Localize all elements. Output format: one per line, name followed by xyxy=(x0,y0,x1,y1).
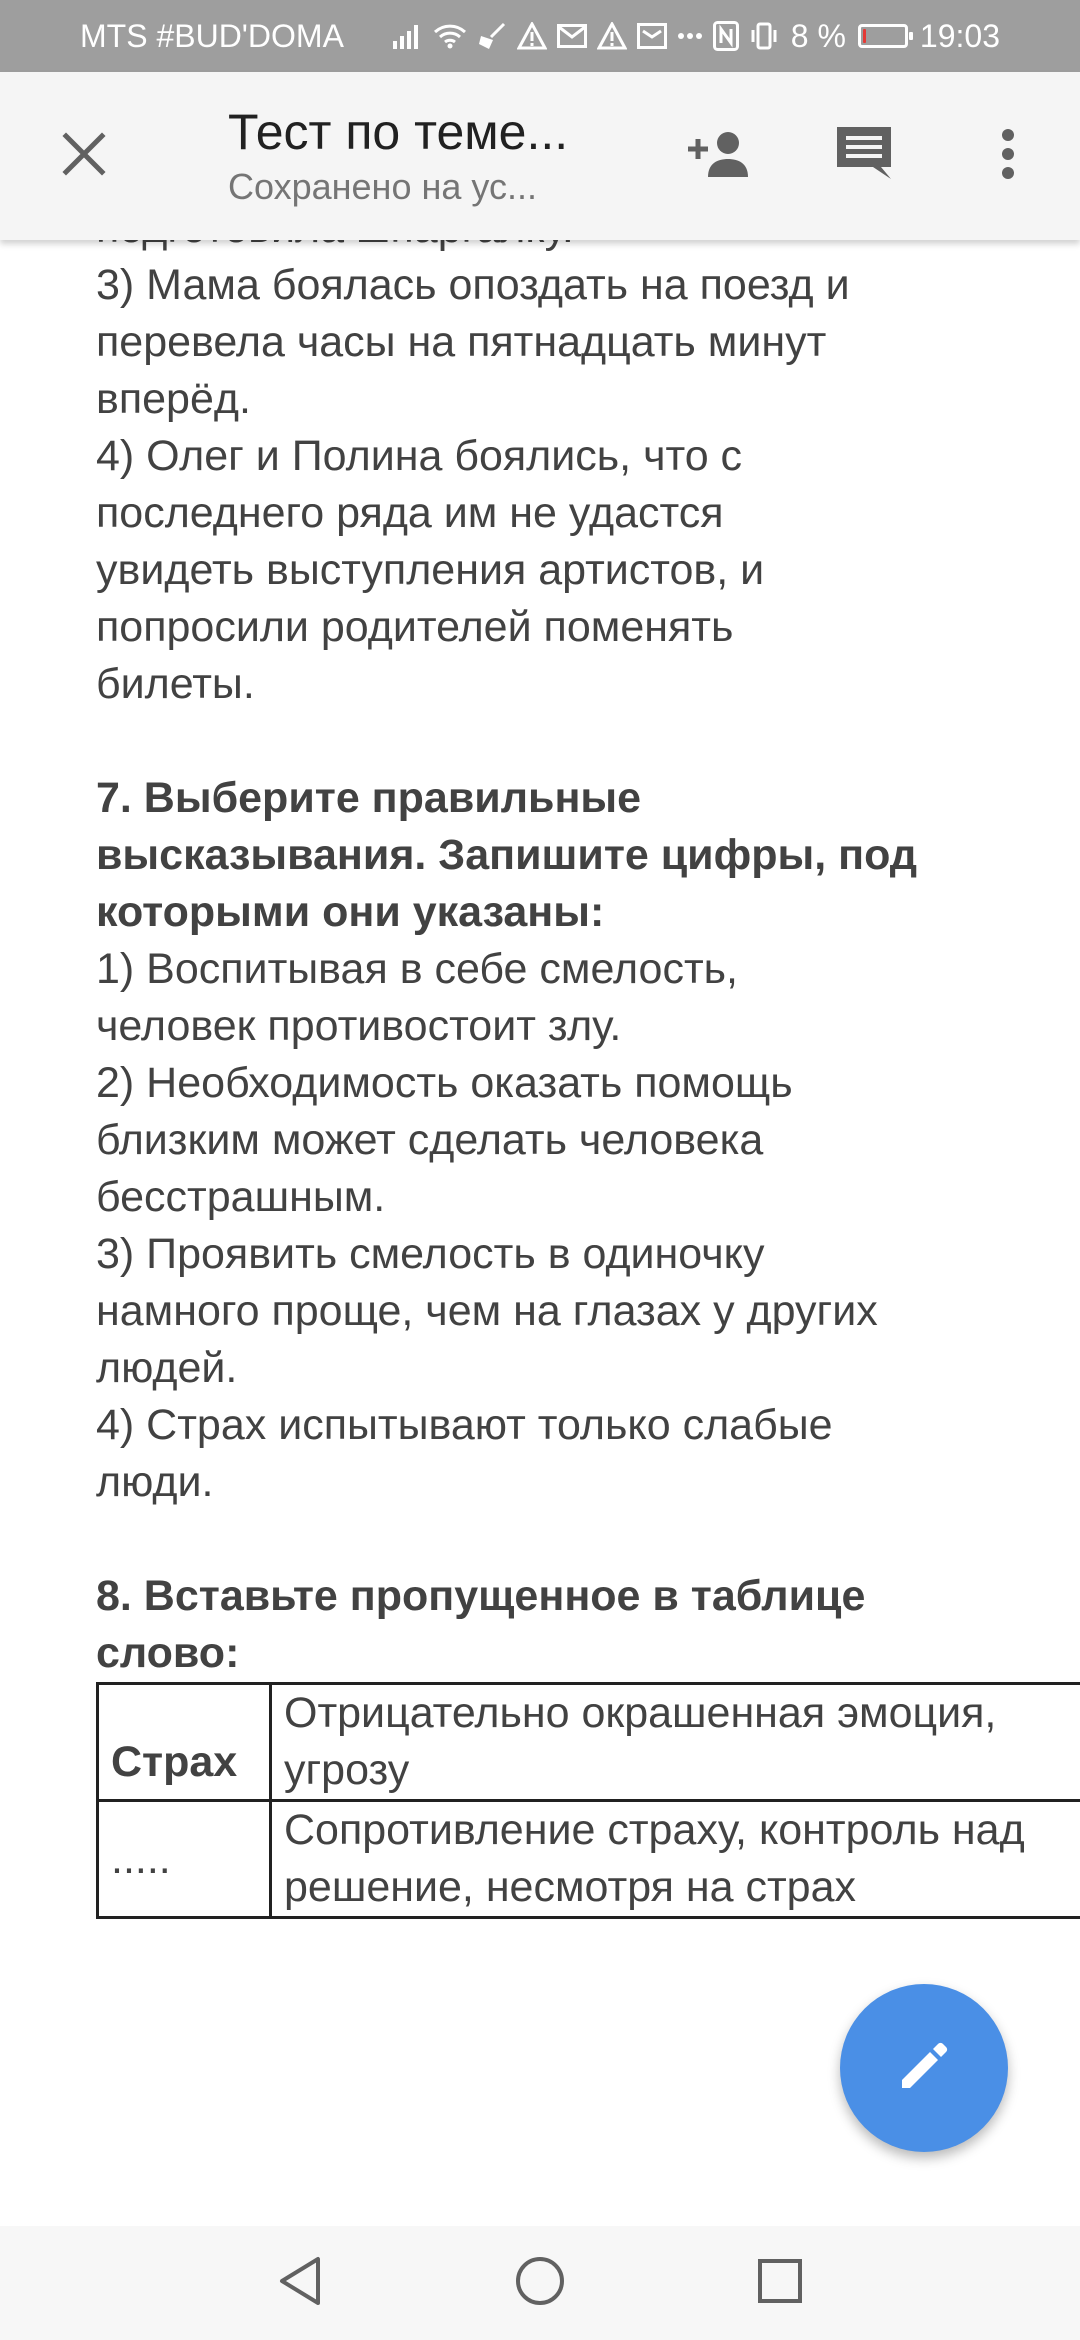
doc-line: вперёд. xyxy=(96,375,251,423)
battery-percent: 8 % xyxy=(790,17,846,54)
home-button[interactable] xyxy=(510,2253,570,2313)
question-heading: 8. Вставьте пропущенное в таблице xyxy=(96,1572,866,1620)
battery-icon xyxy=(858,24,908,48)
doc-line: близким может сделать человека xyxy=(96,1116,764,1164)
doc-line: попросили родителей поменять xyxy=(96,603,734,651)
table-term-cell-blank: ..... xyxy=(98,1801,271,1918)
more-options-button[interactable] xyxy=(972,120,1044,192)
home-circle-icon xyxy=(514,2255,566,2312)
table-row xyxy=(98,1801,1080,1918)
back-button[interactable] xyxy=(270,2253,330,2313)
carrier-label: MTS #BUD'DOMA xyxy=(80,17,344,54)
question-6-tail xyxy=(96,200,1080,713)
edit-fab[interactable] xyxy=(840,1984,1008,2152)
navigation-bar xyxy=(0,2226,1080,2340)
pencil-icon xyxy=(896,2038,952,2099)
clock: 19:03 xyxy=(919,17,1000,54)
comment-icon xyxy=(833,123,895,190)
definition-line: угрозу xyxy=(284,1746,410,1794)
title-block[interactable] xyxy=(228,102,628,211)
doc-line: 3) Проявить смелость в одиночку xyxy=(96,1230,765,1278)
table-row xyxy=(98,1684,1080,1801)
doc-line: намного проще, чем на глазах у других xyxy=(96,1287,878,1335)
question-heading: высказывания. Запишите цифры, под xyxy=(96,831,918,879)
definition-line: Сопротивление страху, контроль над xyxy=(284,1806,1025,1854)
back-triangle-icon xyxy=(276,2255,324,2312)
question-8 xyxy=(96,1568,1080,1682)
doc-line: людей. xyxy=(96,1344,238,1392)
table-definition-cell xyxy=(271,1801,1080,1918)
doc-line: 2) Необходимость оказать помощь xyxy=(96,1059,793,1107)
doc-line: увидеть выступления артистов, и xyxy=(96,546,765,594)
doc-line: билеты. xyxy=(96,660,255,708)
app-bar xyxy=(0,72,1080,240)
close-button[interactable] xyxy=(50,122,118,190)
more-dots-icon xyxy=(677,32,703,40)
save-status: Сохранено на ус... xyxy=(228,166,537,207)
recents-button[interactable] xyxy=(750,2253,810,2313)
doc-line: люди. xyxy=(96,1458,214,1506)
vibrate-icon xyxy=(749,22,779,50)
recents-square-icon xyxy=(756,2257,804,2310)
definition-line: Отрицательно окрашенная эмоция, xyxy=(284,1689,997,1737)
fill-in-table xyxy=(96,1682,1080,1919)
add-person-icon xyxy=(686,129,754,184)
definition-line: решение, несмотря на страх xyxy=(284,1863,856,1911)
nfc-icon xyxy=(713,21,739,51)
battery-level xyxy=(863,29,866,43)
status-right xyxy=(393,18,1000,55)
question-heading: 7. Выберите правильные xyxy=(96,774,642,822)
doc-line: человек противостоит злу. xyxy=(96,1002,622,1050)
table-term-cell: Страх xyxy=(98,1684,271,1801)
question-heading: которыми они указаны: xyxy=(96,888,605,936)
status-icons xyxy=(393,21,779,51)
doc-line: 3) Мама боялась опоздать на поезд и xyxy=(96,261,850,309)
question-heading: слово: xyxy=(96,1629,240,1677)
close-icon xyxy=(62,132,106,181)
doc-line: 4) Страх испытывают только слабые xyxy=(96,1401,833,1449)
doc-line: 1) Воспитывая в себе смелость, xyxy=(96,945,738,993)
signal-icon xyxy=(393,23,423,49)
warning-icon xyxy=(517,22,547,50)
doc-line: последнего ряда им не удастся xyxy=(96,489,724,537)
add-person-button[interactable] xyxy=(684,120,756,192)
inbox-icon xyxy=(637,23,667,49)
doc-line: 4) Олег и Полина боялись, что с xyxy=(96,432,743,480)
status-left xyxy=(80,18,344,55)
doc-line: бесстрашным. xyxy=(96,1173,386,1221)
table-definition-cell xyxy=(271,1684,1080,1801)
mail-icon xyxy=(557,24,587,48)
document-body[interactable] xyxy=(96,200,1080,1919)
more-vert-icon xyxy=(1000,128,1016,185)
wifi-icon xyxy=(433,23,467,49)
status-bar xyxy=(0,0,1080,72)
comments-button[interactable] xyxy=(828,120,900,192)
broom-icon xyxy=(477,22,507,50)
question-7 xyxy=(96,770,1080,1511)
warning-icon-2 xyxy=(597,22,627,50)
document-title: Тест по теме... xyxy=(228,104,569,160)
doc-line: перевела часы на пятнадцать минут xyxy=(96,318,827,366)
